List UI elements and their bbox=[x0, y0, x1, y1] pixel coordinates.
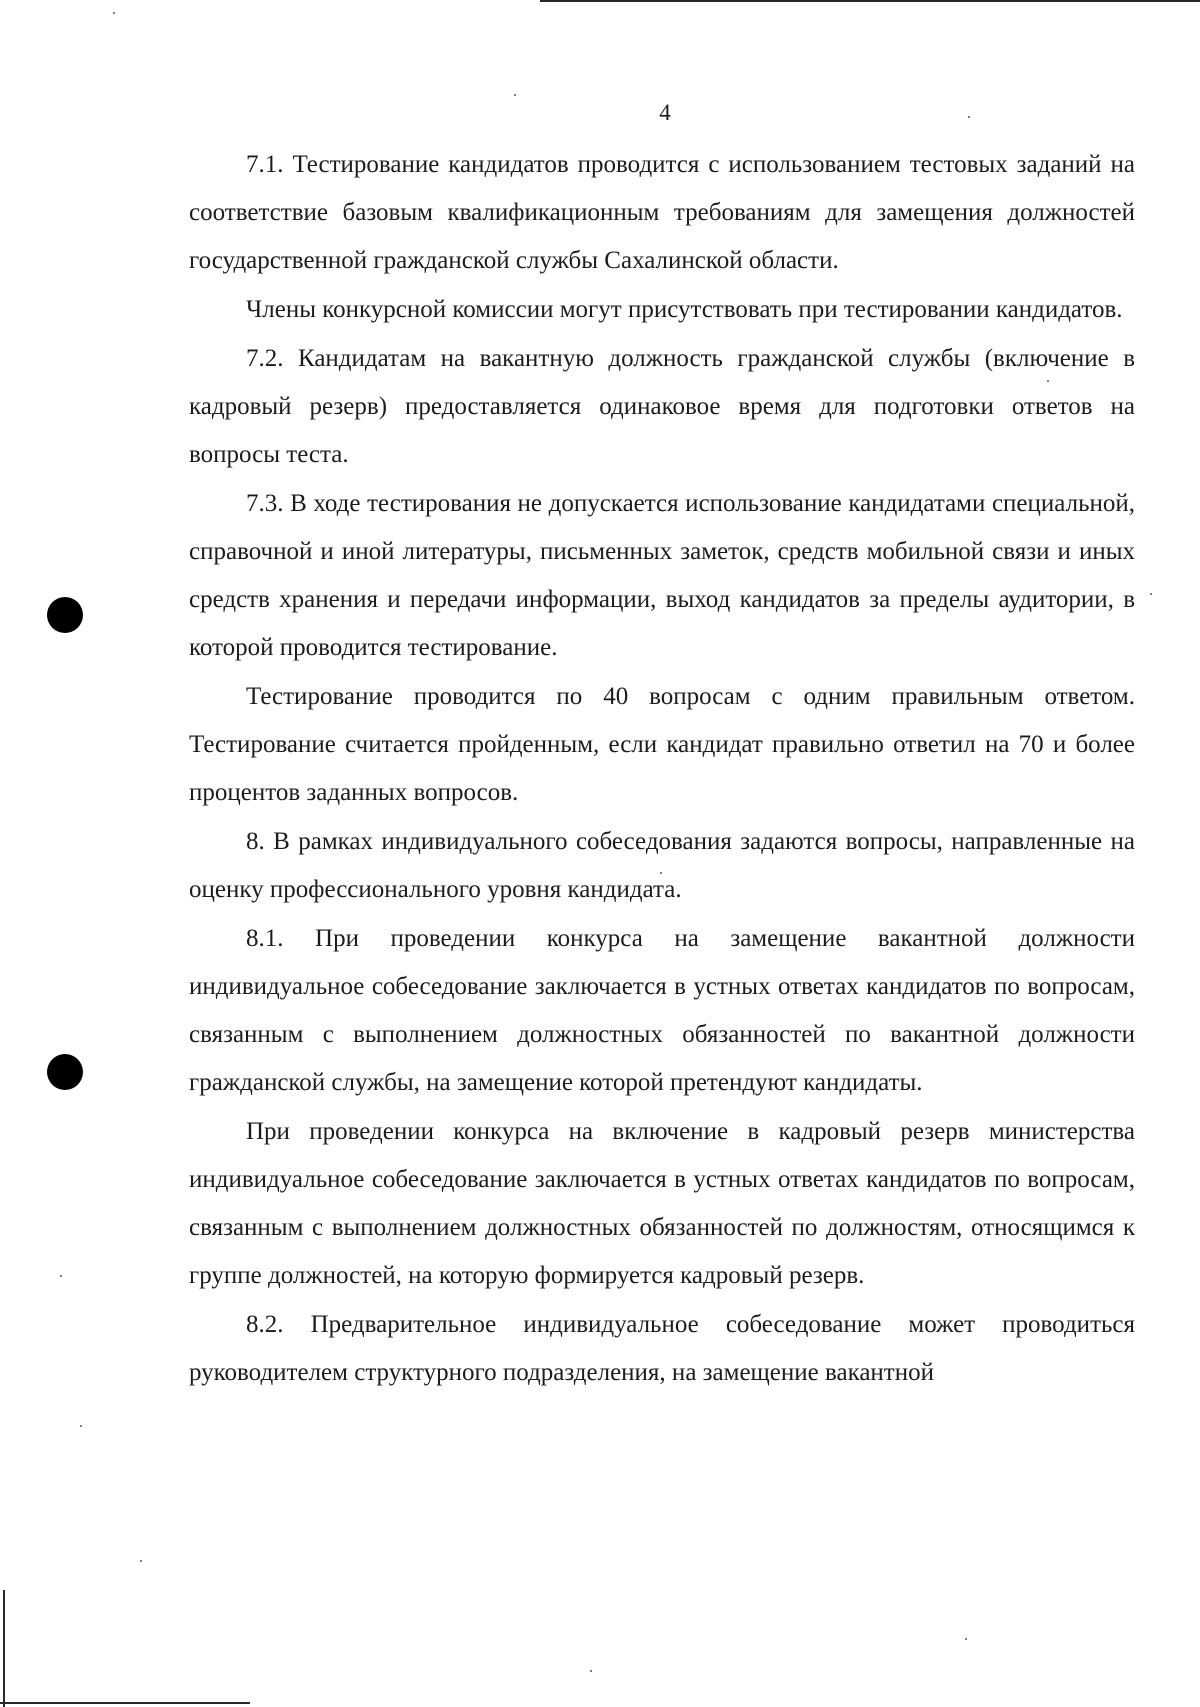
punch-hole-lower bbox=[47, 1054, 83, 1090]
page-number: 4 bbox=[659, 100, 671, 125]
paragraph-7-1: 7.1. Тестирование кандидатов проводится с использованием тестовых заданий на соответствие базовым квалификационным требованиям для замещения должностей государственной гражданской службы Сахалинской области. bbox=[189, 151, 1135, 274]
speck bbox=[514, 94, 516, 96]
speck bbox=[1150, 593, 1152, 595]
paragraph-reserve-interview: При проведении конкурса на включение в кадровый резерв министерства индивидуальное собеседование заключается в устных ответах кандидатов по вопросам, связанным с выполнением должностных обязанностей по должностям, относящимся к группе должностей, на которую формируется кадровый резерв. bbox=[189, 1118, 1135, 1289]
speck bbox=[60, 1275, 62, 1277]
speck bbox=[965, 1638, 967, 1640]
paragraph-7-2: 7.2. Кандидатам на вакантную должность гражданской службы (включение в кадровый резерв) предоставляется одинаковое время для подготовки ответов на вопросы теста. bbox=[189, 345, 1135, 468]
scan-edge-top bbox=[540, 0, 1200, 2]
speck bbox=[140, 1560, 142, 1562]
paragraph-test-questions: Тестирование проводится по 40 вопросам с одним правильным ответом. Тестирование считается пройденным, если кандидат правильно ответил на 70 и более процентов заданных вопросов. bbox=[189, 683, 1135, 806]
speck bbox=[80, 1425, 82, 1427]
speck bbox=[590, 1670, 592, 1672]
scan-edge-bottom bbox=[0, 1702, 250, 1704]
paragraph-8-1: 8.1. При проведении конкурса на замещение вакантной должности индивидуальное собеседование заключается в устных ответах кандидатов по вопросам, связанным с выполнением должностных обязанностей по вакантной должности гражданской службы, на замещение которой претендуют кандидаты. bbox=[189, 925, 1135, 1096]
document-body bbox=[189, 141, 1135, 1397]
paragraph-8-2: 8.2. Предварительное индивидуальное собеседование может проводиться руководителем структурного подразделения, на замещение вакантной bbox=[189, 1311, 1135, 1386]
speck bbox=[113, 12, 115, 14]
paragraph-8: 8. В рамках индивидуального собеседования задаются вопросы, направленные на оценку профессионального уровня кандидата. bbox=[189, 828, 1135, 903]
paragraph-7-3: 7.3. В ходе тестирования не допускается использование кандидатами специальной, справочной и иной литературы, письменных заметок, средств мобильной связи и иных средств хранения и передачи информации, выход кандидатов за пределы аудитории, в которой проводится тестирование. bbox=[189, 490, 1135, 661]
paragraph-commission-members: Члены конкурсной комиссии могут присутствовать при тестировании кандидатов. bbox=[246, 296, 1123, 323]
scan-edge-left bbox=[3, 1590, 5, 1707]
punch-hole-upper bbox=[47, 597, 83, 633]
